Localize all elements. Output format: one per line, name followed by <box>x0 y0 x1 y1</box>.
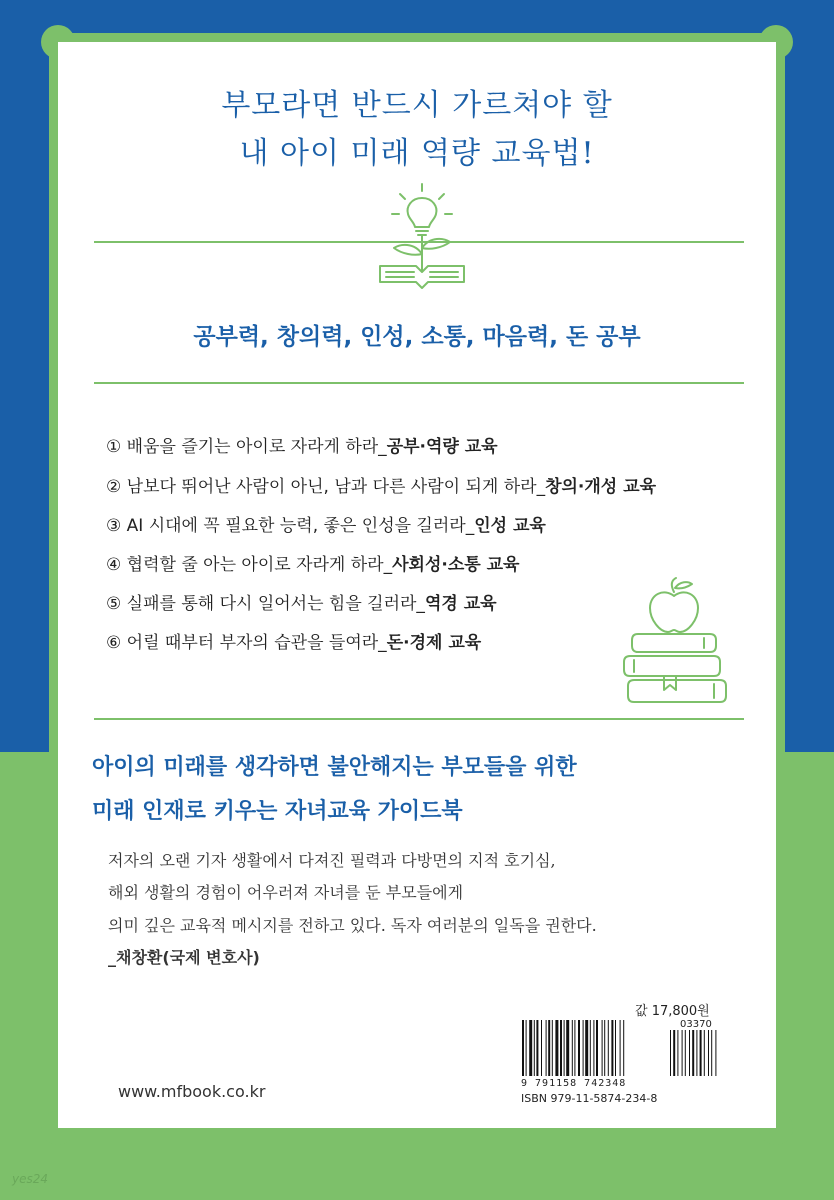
barcode-bar <box>578 1020 580 1076</box>
barcode-bar <box>534 1020 535 1076</box>
list-item <box>106 432 498 457</box>
watermark-logo: yes24 <box>12 1172 49 1186</box>
barcode-bar <box>602 1020 603 1076</box>
list-item <box>106 550 519 575</box>
list-item-text: 배움을 즐기는 아이로 자라게 하라_ <box>126 437 387 457</box>
lightbulb-plant-book-icon <box>370 182 474 294</box>
barcode-bar <box>572 1020 573 1076</box>
barcode-bar <box>590 1020 591 1076</box>
barcode-bar <box>615 1020 616 1076</box>
barcode-bar <box>585 1020 588 1076</box>
divider-rule <box>94 382 744 384</box>
barcode-bar <box>555 1020 558 1076</box>
barcode-bar <box>566 1020 569 1076</box>
barcode-bar <box>529 1020 532 1076</box>
list-item-emphasis: 사회성·소통 교육 <box>392 555 520 575</box>
barcode-bar <box>583 1020 584 1076</box>
list-item-text: 협력할 줄 아는 아이로 자라게 하라_ <box>126 555 393 575</box>
list-item <box>106 589 497 614</box>
barcode-bar <box>526 1020 527 1076</box>
price-label: 값 17,800원 <box>635 1004 710 1019</box>
list-item-number: ② <box>106 477 122 497</box>
tagline-line-2: 미래 인재로 키우는 자녀교육 가이드북 <box>92 799 463 824</box>
headline-line-2: 내 아이 미래 역량 교육법! <box>239 136 595 171</box>
barcode-bar <box>564 1020 565 1076</box>
list-item-number: ⑤ <box>106 594 122 614</box>
barcode-addon-bar <box>673 1030 675 1076</box>
barcode-addon-number: 03370 <box>680 1019 712 1030</box>
barcode-addon-bar <box>700 1030 702 1076</box>
barcode-bar <box>536 1020 538 1076</box>
isbn-number: ISBN 979-11-5874-234-8 <box>521 1092 658 1105</box>
endorsement-line: 의미 깊은 교육적 메시지를 전하고 있다. 독자 여러분의 일독을 권한다. <box>108 916 597 935</box>
barcode-bar <box>522 1020 524 1076</box>
list-item <box>106 511 546 536</box>
list-item-number: ① <box>106 437 122 457</box>
list-item-text: 실패를 통해 다시 일어서는 힘을 길러라_ <box>126 594 425 614</box>
list-item <box>106 628 481 653</box>
barcode-addon-bar <box>696 1030 697 1076</box>
barcode-bar <box>552 1020 553 1076</box>
barcode-bar <box>611 1020 613 1076</box>
list-item-emphasis: 돈·경제 교육 <box>386 633 482 653</box>
barcode-addon-bar <box>708 1030 709 1076</box>
endorsement-attribution: _채창환(국제 변호사) <box>108 948 260 967</box>
endorsement-line: 해외 생활의 경험이 어우러져 자녀를 둔 부모들에게 <box>108 883 464 902</box>
list-item-number: ⑥ <box>106 633 122 653</box>
barcode-addon-bar <box>715 1030 716 1076</box>
subhead-topics: 공부력, 창의력, 인성, 소통, 마음력, 돈 공부 <box>193 324 641 350</box>
list-item-number: ④ <box>106 555 122 575</box>
tagline-line-1: 아이의 미래를 생각하면 불안해지는 부모들을 위한 <box>92 755 577 780</box>
barcode-bar <box>608 1020 609 1076</box>
barcode-addon-bar <box>670 1030 671 1076</box>
apple-books-icon <box>618 576 730 716</box>
list-item-emphasis: 창의·개성 교육 <box>545 477 656 497</box>
barcode-bar <box>574 1020 575 1076</box>
barcode-bar <box>596 1020 598 1076</box>
barcode-bar <box>593 1020 594 1076</box>
barcode-bar <box>620 1020 621 1076</box>
headline-line-1: 부모라면 반드시 가르쳐야 할 <box>221 88 613 123</box>
endorsement-line: 저자의 오랜 기자 생활에서 다져진 필력과 다방면의 지적 호기심, <box>108 851 556 870</box>
list-item-number: ③ <box>106 516 122 536</box>
barcode-addon-bar <box>711 1030 712 1076</box>
barcode-addon-bar <box>685 1030 686 1076</box>
list-item-text: 남보다 뛰어난 사람이 아닌, 남과 다른 사람이 되게 하라_ <box>126 477 546 497</box>
barcode-addon-bar <box>677 1030 678 1076</box>
list-item-text: 어릴 때부터 부자의 습관을 들여라_ <box>126 633 387 653</box>
barcode-bar <box>560 1020 562 1076</box>
list-item-emphasis: 공부·역량 교육 <box>386 437 498 457</box>
list-item-emphasis: 역경 교육 <box>424 594 497 614</box>
divider-rule <box>94 718 744 720</box>
list-item-emphasis: 인성 교육 <box>474 516 546 536</box>
barcode-bar <box>623 1020 624 1076</box>
barcode-addon-bar <box>682 1030 683 1076</box>
barcode-digits: 9 791158 742348 <box>521 1078 627 1089</box>
list-item-text: AI 시대에 꼭 필요한 능력, 좋은 인성을 길러라_ <box>126 516 475 536</box>
barcode-addon-bar <box>689 1030 690 1076</box>
barcode-addon-bar <box>692 1030 694 1076</box>
barcode-bar <box>548 1020 550 1076</box>
barcode-addon-bar <box>704 1030 705 1076</box>
divider-rule <box>94 241 744 243</box>
barcode-bar <box>604 1020 605 1076</box>
publisher-url: www.mfbook.co.kr <box>118 1082 266 1101</box>
barcode-bar <box>541 1020 542 1076</box>
list-item <box>106 472 656 497</box>
barcode-bar <box>546 1020 547 1076</box>
